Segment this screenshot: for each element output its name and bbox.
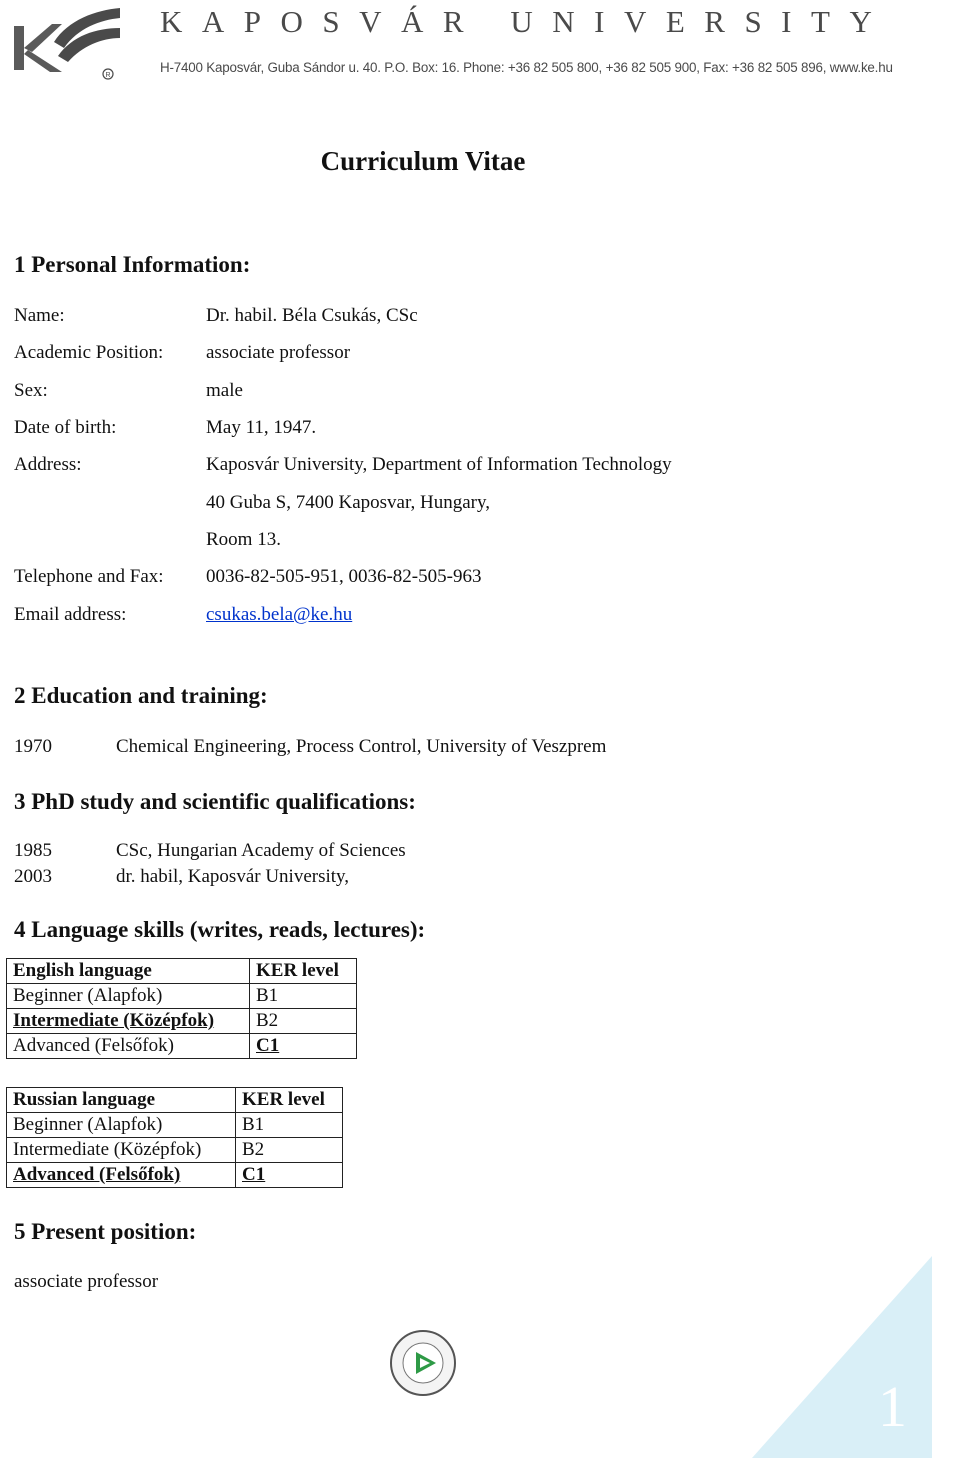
address-line-2: 40 Guba S, 7400 Kaposvar, Hungary, [206,492,491,513]
russian-level-code: C1 [236,1163,343,1188]
email-link[interactable]: csukas.bela@ke.hu [206,604,353,625]
russian-level-code: B1 [236,1113,343,1138]
phd-heading: 3 PhD study and scientific qualifications: [14,789,416,814]
present-value: associate professor [14,1271,159,1292]
english-header-lang: English language [7,959,250,984]
english-level-name: Advanced (Felsőfok) [7,1034,250,1059]
russian-level-name: Intermediate (Középfok) [7,1138,236,1163]
position-label: Academic Position: [14,342,164,363]
education-year: 1970 [14,736,52,757]
iso-seal [388,1328,458,1398]
page-title: Curriculum Vitae [320,146,526,176]
phone-value: 0036-82-505-951, 0036-82-505-963 [206,566,482,587]
russian-level-code: B2 [236,1138,343,1163]
phd-year-1: 1985 [14,840,52,861]
birth-value: May 11, 1947. [206,417,317,438]
table-row [7,984,357,1009]
phd-text-2: dr. habil, Kaposvár University, [116,866,350,887]
university-logo [8,2,120,82]
page-corner-decoration [752,1256,932,1458]
english-header-level: KER level [250,959,357,984]
english-level-code: B1 [250,984,357,1009]
address-line-3: Room 13. [206,529,281,550]
email-label: Email address: [14,604,127,625]
table-row [7,1088,343,1113]
sex-value: male [206,380,243,401]
english-level-code: B2 [250,1009,357,1034]
phd-year-2: 2003 [14,866,52,887]
table-row [7,1009,357,1034]
table-row [7,1163,343,1188]
russian-header-lang: Russian language [7,1088,236,1113]
sex-label: Sex: [14,380,48,401]
svg-text:R: R [105,72,111,79]
name-label: Name: [14,305,65,326]
present-heading: 5 Present position: [14,1219,197,1244]
russian-table [6,1087,343,1188]
phd-text-1: CSc, Hungarian Academy of Sciences [116,840,406,861]
university-address: H-7400 Kaposvár, Guba Sándor u. 40. P.O. Box: 16. Phone: +36 82 505 800, +36 82 505 900, Fax: +36 82 505 896, www.ke.hu [160,60,893,75]
russian-level-name: Advanced (Felsőfok) [7,1163,236,1188]
position-value: associate professor [206,342,351,363]
education-heading: 2 Education and training: [14,683,268,708]
page-number: 1 [878,1374,907,1439]
language-heading: 4 Language skills (writes, reads, lectures): [14,917,426,942]
address-label: Address: [14,454,82,475]
birth-label: Date of birth: [14,417,117,438]
personal-heading: 1 Personal Information: [14,252,251,277]
english-level-code: C1 [250,1034,357,1059]
table-row [7,1113,343,1138]
english-level-name: Intermediate (Középfok) [7,1009,250,1034]
table-row [7,1034,357,1059]
english-table [6,958,357,1059]
russian-header-level: KER level [236,1088,343,1113]
table-row [7,959,357,984]
russian-level-name: Beginner (Alapfok) [7,1113,236,1138]
university-name: KAPOSVÁR UNIVERSITY [160,4,892,39]
table-row [7,1138,343,1163]
education-text: Chemical Engineering, Process Control, University of Veszprem [116,736,607,757]
english-level-name: Beginner (Alapfok) [7,984,250,1009]
address-line-1: Kaposvár University, Department of Information Technology [206,454,672,475]
phone-label: Telephone and Fax: [14,566,164,587]
name-value: Dr. habil. Béla Csukás, CSc [206,305,418,326]
